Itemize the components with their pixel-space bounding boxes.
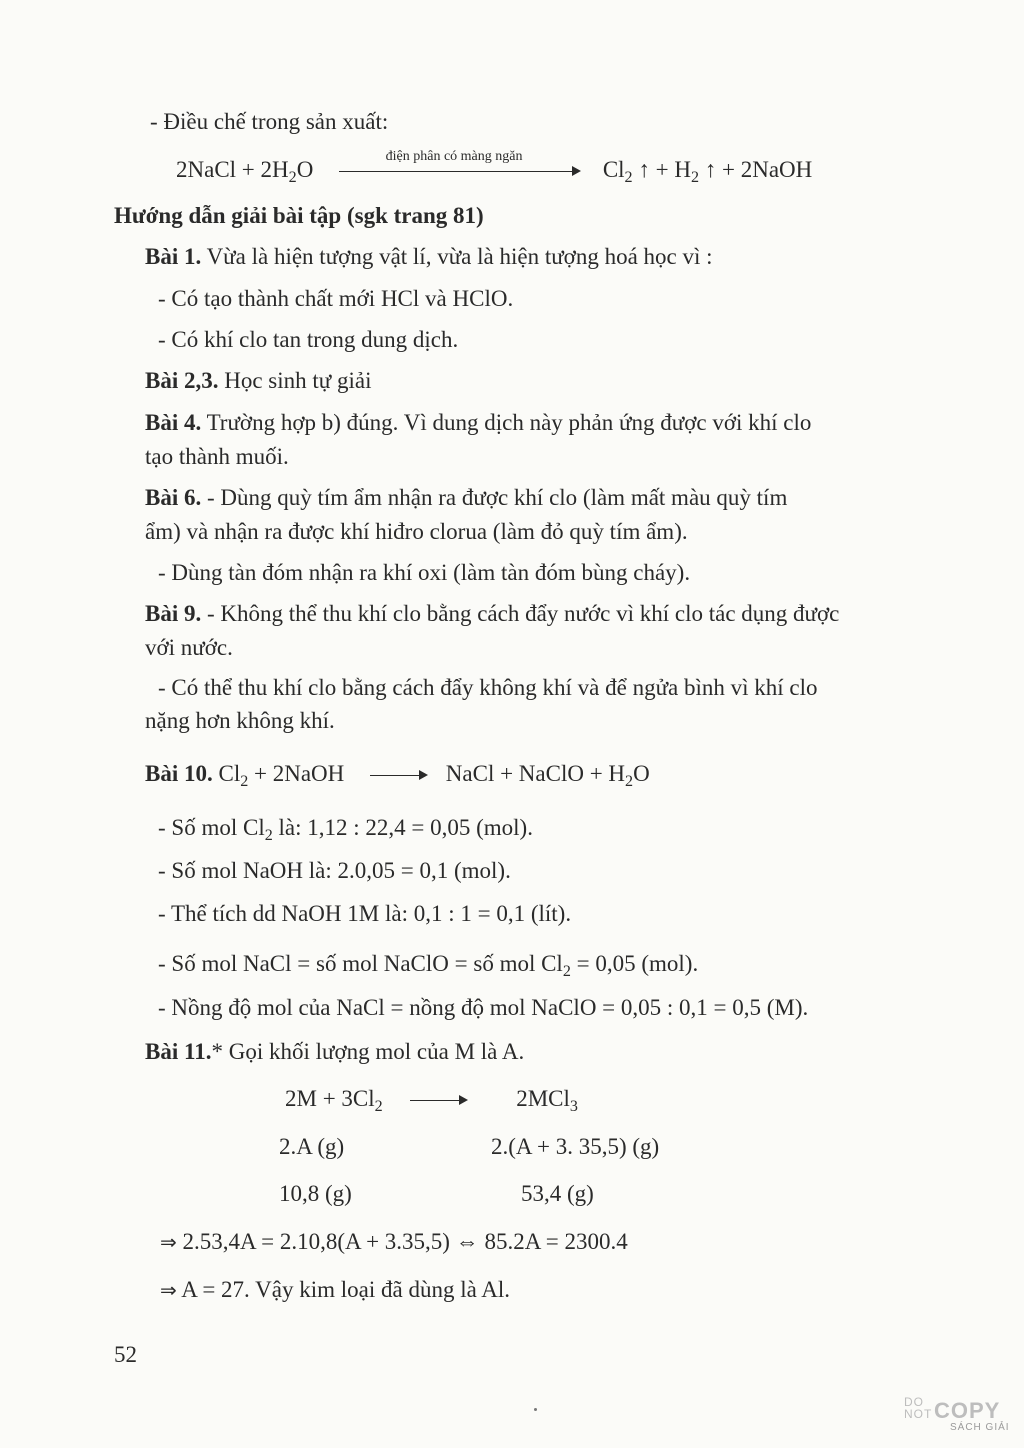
exercise-label: Bài 9. — [145, 601, 202, 626]
exercise-11-equation: $2M + 3Cl_2$ 2MCl$_3$ — [285, 1086, 578, 1115]
exercise-9-continued: với nước. — [145, 635, 233, 660]
exercise-6-continued: ẩm) và nhận ra được khí hiđro clorua (làm đỏ quỳ tím ẩm). — [145, 519, 688, 544]
exercise-10-equation: Bài 10. $Cl_2$ + 2NaOH NaCl + NaClO + $H_2O$ — [145, 761, 650, 790]
watermark-brand: SÁCH GIẢI — [950, 1422, 1010, 1433]
stoich-row-2-right: 53,4 (g) — [521, 1181, 594, 1206]
exercise-4: Bài 4. Trường hợp b) đúng. Vì dung dịch này phản ứng được với khí clo — [145, 410, 812, 435]
exercise-label: Bài 11. — [145, 1039, 212, 1064]
exercise-1-point-a: - Có tạo thành chất mới HCl và HClO. — [158, 286, 514, 311]
exercise-10-step-5: - Nồng độ mol của NaCl = nồng độ mol NaClO = 0,05 : 0,1 = 0,5 (M). — [158, 995, 809, 1020]
exercise-label: Bài 1. — [145, 244, 202, 269]
exercise-6: Bài 6. - Dùng quỳ tím ẩm nhận ra được khí clo (làm mất màu quỳ tím — [145, 485, 788, 510]
reaction-arrow — [410, 1100, 466, 1101]
exercise-10-step-4: - Số mol NaCl = số mol NaClO = số mol $Cl_2 = 0,05$ (mol). — [158, 951, 699, 980]
exercise-11-solution-2: ⇒ A = 27. Vậy kim loại đã dùng là Al. — [160, 1277, 511, 1302]
exercise-label: Bài 10. — [145, 761, 213, 786]
exercise-10-step-3: - Thể tích dd NaOH 1M là: 0,1 : 1 = 0,1 (lít). — [158, 901, 572, 926]
stoich-row-1-left: 2.A (g) — [279, 1134, 345, 1159]
exercise-11-solution-1: ⇒ 2.53,4A = 2.10,8(A + 3.35,5) ⇔ 85.2A = 2300.4 — [160, 1229, 628, 1254]
exercise-6-point-b: - Dùng tàn đóm nhận ra khí oxi (làm tàn đóm bùng cháy). — [158, 560, 691, 585]
exercise-4-continued: tạo thành muối. — [145, 444, 289, 469]
watermark-copy: COPY — [934, 1398, 1001, 1423]
exercise-label: Bài 4. — [145, 410, 202, 435]
exercise-1-point-b: - Có khí clo tan trong dung dịch. — [158, 327, 459, 352]
watermark-logo — [904, 1396, 1010, 1436]
scan-speck — [534, 1408, 537, 1411]
exercise-10-step-2: - Số mol NaOH là: 2.0,05 = 0,1 (mol). — [158, 858, 511, 883]
reaction-electrolysis: 2NaCl + $2H_2O$ điện phân có màng ngăn $Cl_2$ ↑ + $H_2$ ↑ + 2NaOH — [176, 149, 813, 186]
section-title: Hướng dẫn giải bài tập (sgk trang 81) — [114, 203, 484, 228]
reaction-arrow — [370, 775, 426, 776]
page-number: 52 — [114, 1342, 137, 1367]
exercise-11: Bài 11.* Gọi khối lượng mol của M là A. — [145, 1039, 525, 1064]
exercise-10-step-1: - Số mol $Cl_2$ là: 1,12 : 22,4 = 0,05 (mol). — [158, 815, 533, 844]
arrow-condition-label: điện phân có màng ngăn — [385, 149, 523, 165]
exercise-9: Bài 9. - Không thể thu khí clo bằng cách đẩy nước vì khí clo tác dụng được — [145, 601, 840, 626]
exercise-2-3: Bài 2,3. Học sinh tự giải — [145, 368, 372, 393]
exercise-label: Bài 2,3. — [145, 368, 219, 393]
stoich-row-1-right: 2.(A + 3. 35,5) (g) — [491, 1134, 660, 1159]
reaction-arrow — [339, 149, 579, 172]
production-heading: - Điều chế trong sản xuất: — [150, 109, 389, 134]
exercise-9-point-b-continued: nặng hơn không khí. — [145, 708, 335, 733]
exercise-1: Bài 1. Vừa là hiện tượng vật lí, vừa là hiện tượng hoá học vì : — [145, 244, 713, 269]
watermark-top: DO NOT — [904, 1395, 933, 1421]
implies-symbol: ⇒ — [160, 1230, 177, 1254]
exercise-9-point-b: - Có thể thu khí clo bằng cách đẩy không khí và để ngửa bình vì khí clo — [158, 675, 818, 700]
stoich-row-2-left: 10,8 (g) — [279, 1181, 352, 1206]
exercise-label: Bài 6. — [145, 485, 202, 510]
implies-symbol: ⇒ — [160, 1278, 177, 1302]
